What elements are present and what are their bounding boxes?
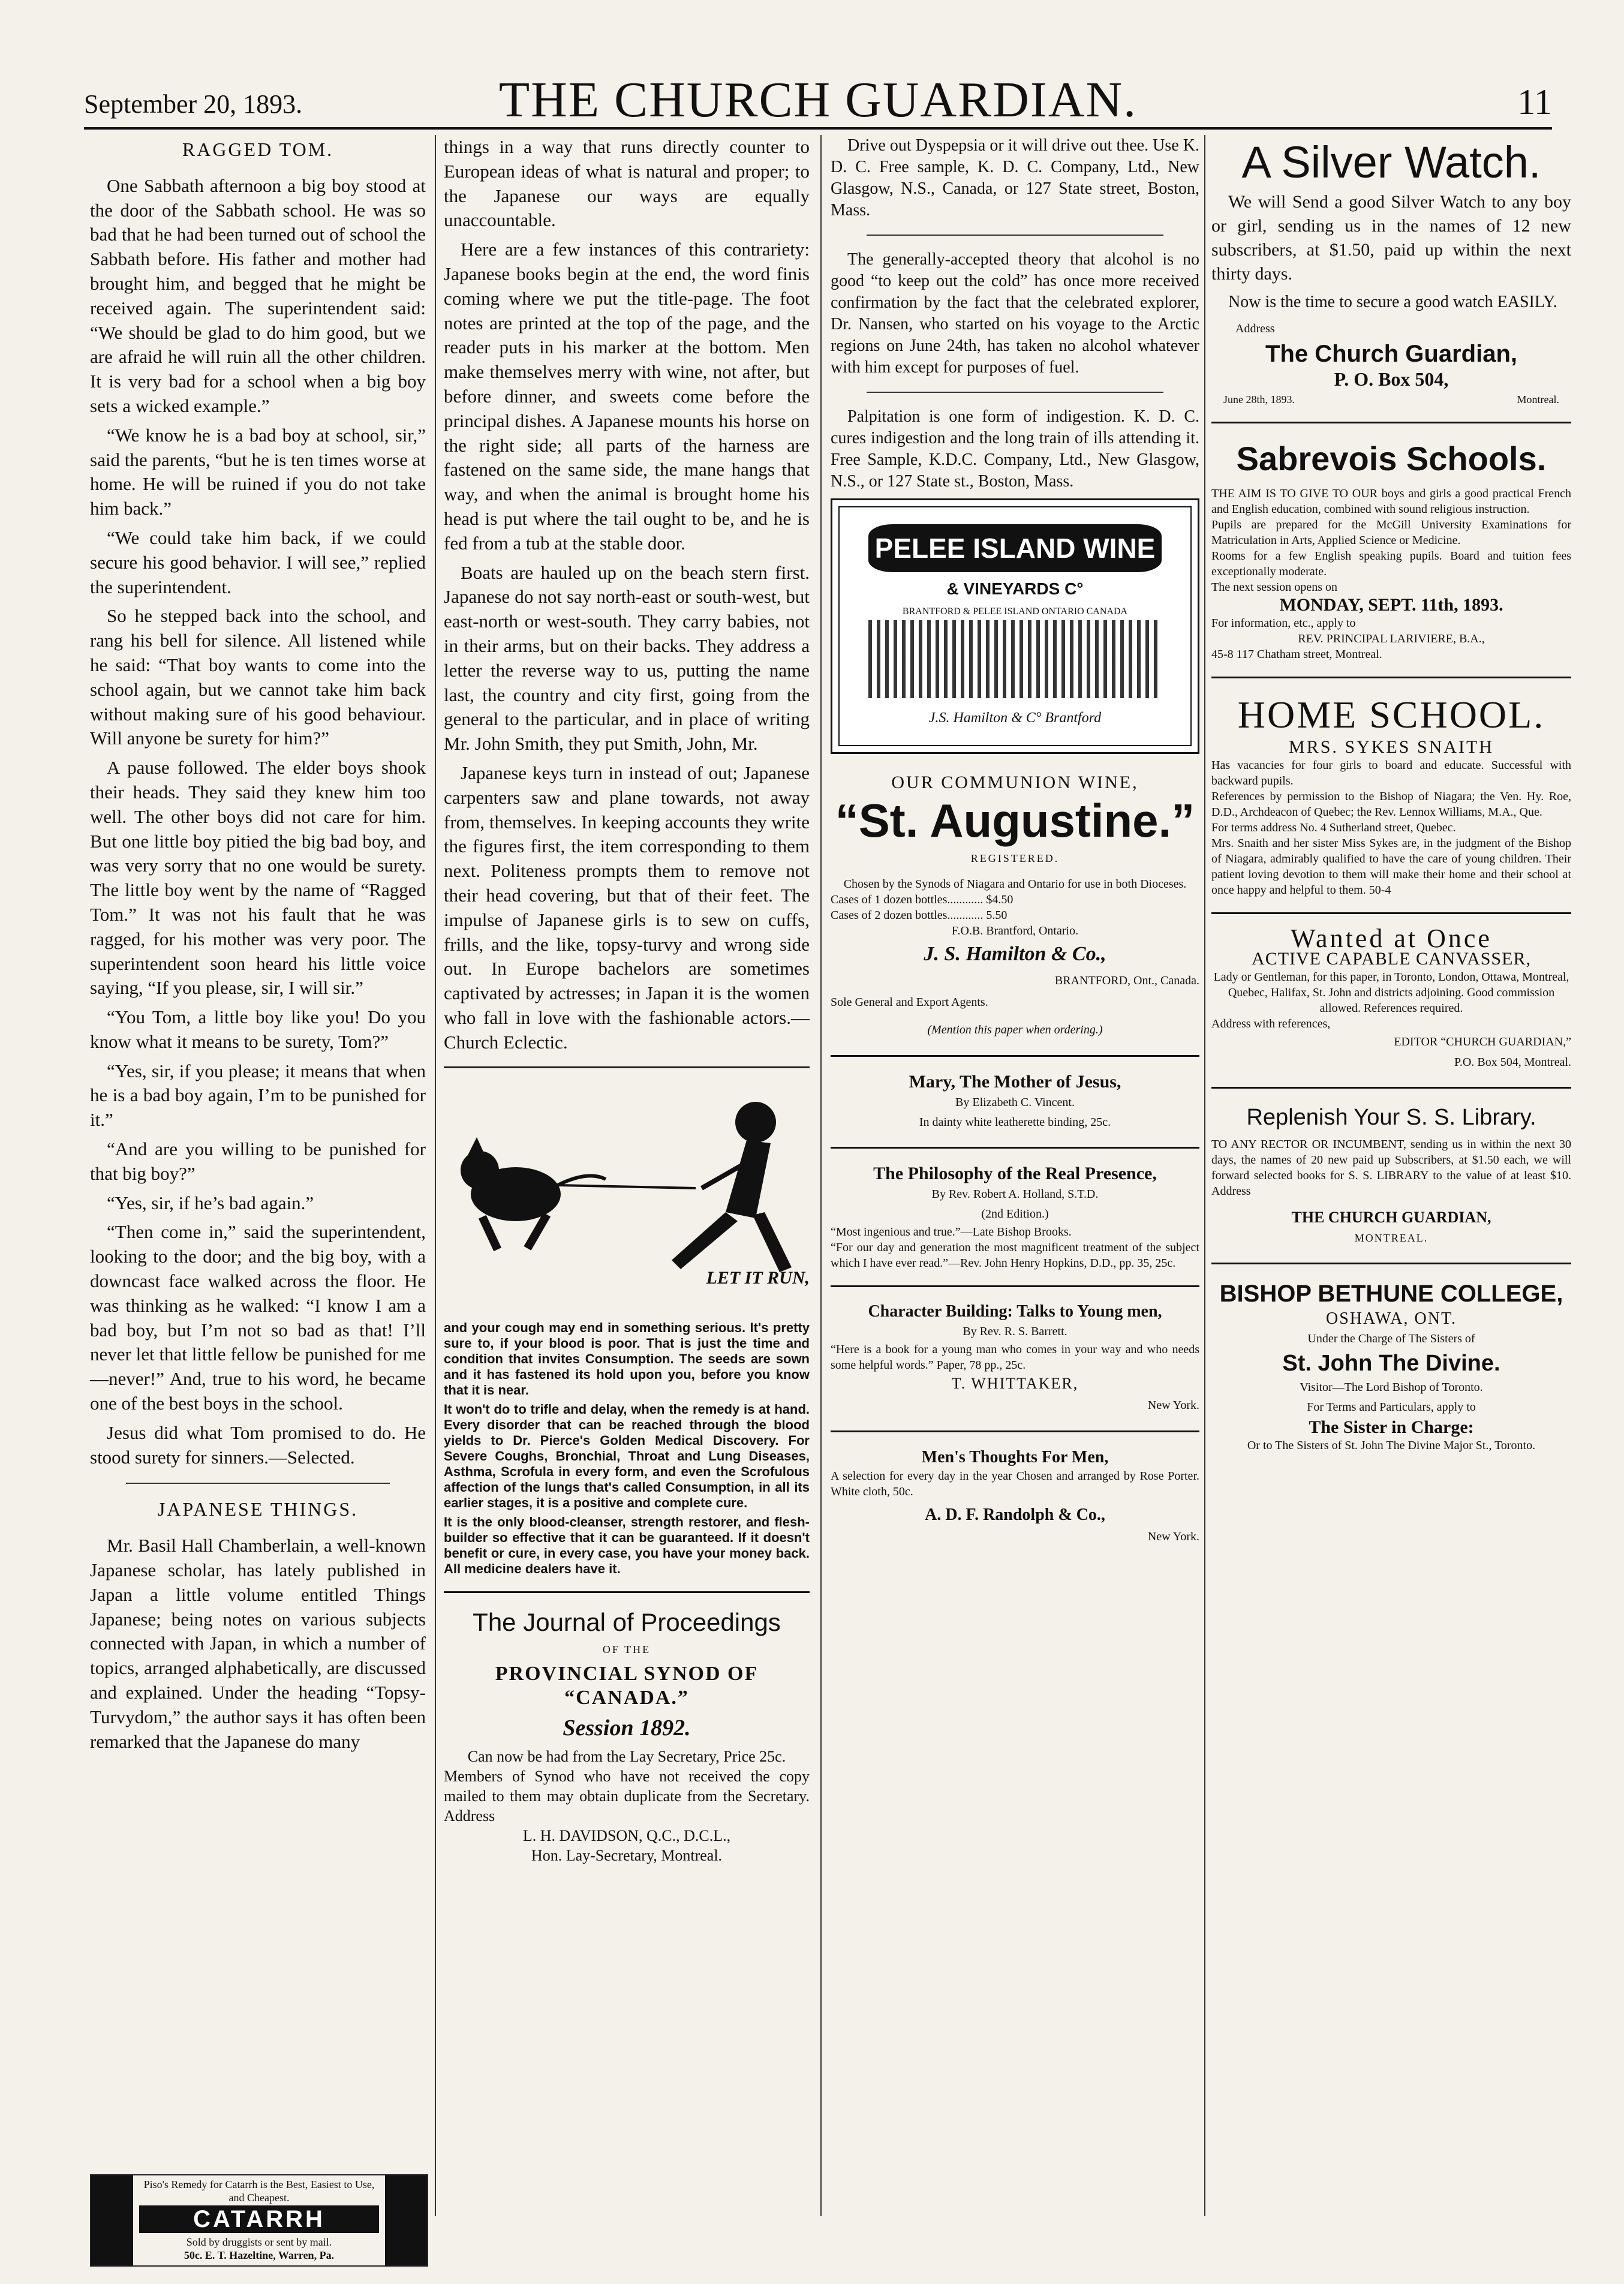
- wine-location: BRANTFORD & PELEE ISLAND ONTARIO CANADA: [902, 606, 1128, 617]
- book-quote: “Here is a book for a young man who comes in your way and who needs some helpful words.” Paper, 78 pp., 25c.: [831, 1343, 1199, 1372]
- article-paragraph: Jesus did what Tom promised to do. He stood surety for sinners.—Selected.: [90, 1422, 426, 1468]
- ad-ornament: [385, 2175, 427, 2265]
- editor: EDITOR “CHURCH GUARDIAN,”: [1394, 1035, 1571, 1048]
- city-text: Montreal.: [1517, 393, 1559, 405]
- article-paragraph: “You Tom, a little boy like you! Do you know what it means to be surety, Tom?”: [90, 1006, 426, 1052]
- publisher-city: New York.: [1147, 1399, 1199, 1412]
- column-divider: [820, 135, 822, 2216]
- hamilton-co: J. S. Hamilton & Co.,: [924, 943, 1106, 965]
- publisher: T. WHITTAKER,: [951, 1375, 1079, 1392]
- article-paragraph: Mr. Basil Hall Chamberlain, a well-known Japanese scholar, has lately published in Japan a little volume entitled Things Japanese; being notes on various subjects connected with Japan, in which a number of topics, arranged alphabetically, are discussed and explained. Under the heading “Topsy-Turvydom,” the author says it has often been remarked that the Japanese do many: [90, 1535, 426, 1752]
- book-title: Mary, The Mother of Jesus,: [909, 1072, 1121, 1092]
- book-quote: “For our day and generation the most magnificent treatment of the subject which I have ever read.”—Rev. John Henry Hopkins, D.D., pp. 35, 25c.: [831, 1241, 1199, 1270]
- article-paragraph: Boats are hauled up on the beach stern first. Japanese do not say north-east or south-west, but east-north or west-south. They carry babies, not in their arms, but on their backs. They address a letter the reverse way to us, putting the name last, the country and city first, going from the general to the particular, and in place of writing Mr. John Smith, they put Smith, John, Mr.: [444, 561, 810, 755]
- st-augustine-title: “St. Augustine.”: [835, 794, 1195, 847]
- dog-illustration: [444, 1066, 810, 1320]
- journal-of-the: OF THE: [602, 1643, 651, 1656]
- sabrevois-text: Pupils are prepared for the McGill University Examinations for Matriculation in Arts, Applied Science or Medicine.: [1211, 518, 1571, 547]
- book-quote: “Most ingenious and true.”—Late Bishop Brooks.: [831, 1225, 1072, 1239]
- ad-text: and your cough may end in something serious. It's pretty sure to, if your blood is poor. That is just the time and condition that invites Consumption. The seeds are sown and it has fastened its hold upon you, before you know that it is near.: [444, 1320, 810, 1398]
- home-school-title: HOME SCHOOL.: [1237, 693, 1545, 736]
- date-line: [1211, 389, 1571, 407]
- article-paragraph: “Yes, sir, if you please; it means that when he is a bad boy again, I’m to be punished for it.”: [90, 1060, 426, 1131]
- book-detail: A selection for every day in the year Chosen and arranged by Rose Porter. White cloth, 50c.: [831, 1469, 1199, 1498]
- agents: Sole General and Export Agents.: [831, 996, 988, 1009]
- ad-rule: [1211, 677, 1571, 678]
- bethune-title: BISHOP BETHUNE COLLEGE,: [1219, 1281, 1563, 1307]
- sabrevois-text: For information, etc., apply to: [1211, 617, 1356, 630]
- pelee-island-wine-label: [831, 498, 1199, 754]
- editor-box: P.O. Box 504, Montreal.: [1454, 1056, 1571, 1069]
- sabrevois-text: Rooms for a few English speaking pupils. Board and tuition fees exceptionally moderate.: [1211, 549, 1571, 578]
- column-4: [1211, 135, 1571, 1453]
- catarrh-brand: CATARRH: [139, 2205, 379, 2233]
- section-divider: [867, 235, 1163, 236]
- ad-ornament: [91, 2175, 133, 2265]
- pierce-ad: [444, 1320, 810, 1577]
- column-3: [831, 135, 1199, 1547]
- ad-rule: [831, 1430, 1199, 1432]
- article-paragraph: “Then come in,” said the superintendent, looking to the door; and the big boy, with a downcast face walked across the floor. He was thinking as he walked: “I know I am a bad boy, but I’m not so bad as that! I’ll never let that little fellow be punished for me—never!” And, true to his word, he became one of the best boys in the school.: [90, 1221, 426, 1414]
- mention-paper: (Mention this paper when ordering.): [927, 1023, 1103, 1036]
- page-number: 11: [1517, 82, 1552, 122]
- ad-headline: LET IT RUN,: [706, 1268, 810, 1288]
- wine-price: Cases of 1 dozen bottles............ $4.50: [831, 893, 1014, 906]
- masthead: [84, 71, 1552, 126]
- silver-watch-title: A Silver Watch.: [1241, 137, 1541, 187]
- section-divider: [867, 392, 1163, 393]
- nansen-item: The generally-accepted theory that alcohol is no good “to keep out the cold” has once more received confirmation by the fact that the celebrated explorer, Dr. Nansen, who started on his voyage to the Arctic regions on June 24th, has taken no alcohol whatever with him except for purposes of fuel.: [831, 250, 1199, 377]
- article-heading-ragged-tom: RAGGED TOM.: [182, 139, 334, 160]
- watch-text: Now is the time to secure a good watch EASILY.: [1228, 293, 1557, 311]
- column-divider: [435, 135, 436, 2216]
- column-divider: [1204, 135, 1205, 2216]
- address-label: Address: [1235, 322, 1275, 335]
- ad-line: Piso's Remedy for Catarrh is the Best, Easiest to Use, and Cheapest.: [143, 2178, 375, 2204]
- column-2: [444, 135, 810, 1865]
- church-guardian: The Church Guardian,: [1265, 341, 1518, 367]
- book-title: Men's Thoughts For Men,: [921, 1448, 1109, 1466]
- session-title: Session 1892.: [563, 1715, 691, 1741]
- terms: For Terms and Particulars, apply to: [1307, 1401, 1476, 1414]
- article-paragraph: Here are a few instances of this contrariety: Japanese books begin at the end, the word finis coming where we put the title-page. The foot notes are printed at the top of the page, and the reader puts in his marker at the bottom. Men make themselves merry with wine, not after, but before dinner, and sweets come before the principal dishes. A Japanese mounts his horse on the right side; all parts of the harness are fastened on the same side, the mane hangs that way, and when the animal is brought home his head is put where the tail ought to be, and he is fed from a tub at the stable door.: [444, 239, 810, 554]
- journal-title: The Journal of Proceedings: [473, 1608, 781, 1637]
- column-1: [90, 135, 426, 1759]
- book-author: By Elizabeth C. Vincent.: [955, 1096, 1075, 1109]
- sabrevois-text: THE AIM IS TO GIVE TO OUR boys and girls a good practical French and English education, combined with sound religious instruction.: [1211, 487, 1571, 516]
- journal-text: Members of Synod who have not received the copy mailed to them may obtain duplicate from the Secretary. Address: [444, 1768, 810, 1825]
- po-box: P. O. Box 504,: [1334, 368, 1449, 390]
- ad-rule: [1211, 912, 1571, 914]
- book-detail: (2nd Edition.): [981, 1207, 1049, 1221]
- article-paragraph: Japanese keys turn in instead of out; Japanese carpenters saw and plane towards, not away from, themselves. In keeping accounts they write the figures first, the item corresponding to them next. Politeness prompts them to remove not their head covering, but that of their feet. The impulse of Japanese girls is to sew on cuffs, frills, and the like, topsy-turvy and wrong side out. In Europe bachelors are sometimes captivated by actresses; in Japan it is the women who fall in love with the fashionable actors.—Church Eclectic.: [444, 762, 810, 1053]
- watch-text: We will Send a good Silver Watch to any boy or girl, sending us in the names of 12 new subscribers, at $1.50, paid up within the next thirty days.: [1211, 192, 1571, 284]
- home-text: Mrs. Snaith and her sister Miss Sykes are, in the judgment of the Bishop of Niagara, admirably qualified to have the care of young children. Their patient loving devotion to them will make their home and their school at once happy and helpful to them. 50-4: [1211, 837, 1571, 897]
- sabrevois-date: MONDAY, SEPT. 11th, 1893.: [1279, 595, 1503, 615]
- header-rule: [84, 127, 1552, 130]
- home-text: For terms address No. 4 Sutherland street, Quebec.: [1211, 821, 1456, 834]
- newspaper-title: THE CHURCH GUARDIAN.: [498, 72, 1138, 128]
- montreal-2: MONTREAL.: [1354, 1232, 1428, 1244]
- issue-date: September 20, 1893.: [84, 89, 303, 119]
- ad-text: It won't do to trifle and delay, when the remedy is at hand. Every disorder that can be reached through the blood yields to Dr. Pierce's Golden Medical Discovery. For Severe Coughs, Bronchial, Throat and Lung Diseases, Asthma, Scrofula in every form, and even the Scrofulous affection of the lungs that's called Consumption, in all its earlier stages, it is a positive and complete cure.: [444, 1402, 810, 1511]
- wine-price: Cases of 2 dozen bottles............ 5.50: [831, 909, 1008, 922]
- ad-rule: [831, 1055, 1199, 1057]
- sabrevois-text: The next session opens on: [1211, 581, 1337, 594]
- book-title: The Philosophy of the Real Presence,: [873, 1164, 1157, 1183]
- ad-line: 50c. E. T. Hazeltine, Warren, Pa.: [184, 2249, 335, 2261]
- under-charge: Under the Charge of The Sisters of: [1307, 1332, 1475, 1345]
- article-paragraph: “And are you willing to be punished for that big boy?”: [90, 1138, 426, 1184]
- hamilton-city: BRANTFORD, Ont., Canada.: [1054, 974, 1199, 987]
- home-school-name: MRS. SYKES SNAITH: [1289, 737, 1494, 757]
- sabrevois-rev: REV. PRINCIPAL LARIVIERE, B.A.,: [1298, 632, 1485, 645]
- fob: F.O.B. Brantford, Ontario.: [951, 924, 1079, 937]
- article-paragraph: One Sabbath afternoon a big boy stood at the door of the Sabbath school. He was so bad that he had been turned out of school the Sabbath before. His father and mother had brought him, and begged that he might be received again. The superintendent said: “We should be glad to do him good, but we are afraid he will ruin all the other children. It is very bad for a school when a big boy sets a wicked example.”: [90, 175, 426, 416]
- wanted-title: Wanted at Once: [1291, 924, 1492, 953]
- vineyard-engraving: [868, 620, 1162, 698]
- ad-rule: [1211, 1087, 1571, 1089]
- communion-wine: OUR COMMUNION WINE,: [891, 773, 1139, 792]
- wine-text: Chosen by the Synods of Niagara and Ontario for use in both Dioceses.: [843, 877, 1187, 891]
- wanted-address: Address with references,: [1211, 1017, 1331, 1030]
- oshawa: OSHAWA, ONT.: [1325, 1309, 1457, 1328]
- publisher: A. D. F. Randolph & Co.,: [925, 1505, 1105, 1524]
- synod-title: PROVINCIAL SYNOD OF “CANADA.”: [495, 1663, 759, 1709]
- kdc-ad: Palpitation is one form of indigestion. K. D. C. cures indigestion and the long train of ills attending it. Free Sample, K.D.C. Company, Ltd., New Glasgow, N.S., or 127 State st., Boston, Mass.: [831, 407, 1199, 491]
- article-paragraph: “Yes, sir, if he’s bad again.”: [107, 1192, 314, 1213]
- replenish-text: TO ANY RECTOR OR INCUMBENT, sending us in within the next 30 days, the names of 20 new paid up Subscribers, at $1.50 each, we will forward selected books for S. S. LIBRARY to the value of at least $10. Address: [1211, 1138, 1571, 1198]
- st-john-title: St. John The Divine.: [1282, 1351, 1500, 1376]
- sister-text: Or to The Sisters of St. John The Divine Major St., Toronto.: [1247, 1439, 1536, 1452]
- publisher-city: New York.: [1147, 1530, 1199, 1543]
- wine-brand: PELEE ISLAND WINE: [868, 524, 1162, 572]
- journal-text: Can now be had from the Lay Secretary, Price 25c.: [467, 1748, 786, 1766]
- article-paragraph: things in a way that runs directly counter to European ideas of what is natural and proper; to the Japanese our ways are equally unaccountable.: [444, 136, 810, 231]
- sabrevois-address: 45-8 117 Chatham street, Montreal.: [1211, 648, 1382, 661]
- ad-text: It is the only blood-cleanser, strength restorer, and flesh-builder so effective that it can be guaranteed. If it doesn't benefit or cure, in every case, you have your money back. All medicine dealers have it.: [444, 1514, 810, 1577]
- catarrh-ad: [90, 2174, 428, 2267]
- ad-rule: [831, 1285, 1199, 1287]
- article-paragraph: “We know he is a bad boy at school, sir,” said the parents, “but he is ten times worse at home. He will be ruined if you do not take him back.”: [90, 424, 426, 519]
- article-paragraph: A pause followed. The elder boys shook their heads. They said they knew him too well. The other boys did not care for him. But one little boy pitied the big bad boy, and was very sorry that no one would be surety. The little boy went by the name of “Ragged Tom.” It was not his fault that he was ragged, for his mother was very poor. The superintendent soon heard his little voice saying, “If you please, sir, I will sir.”: [90, 757, 426, 999]
- sister-in-charge: The Sister in Charge:: [1309, 1417, 1474, 1437]
- article-paragraph: So he stepped back into the school, and rang his bell for silence. All listened while he said: “That boy wants to come into the school again, but we cannot take him back without making sure of his good behaviour. Will anyone be surety for him?”: [90, 605, 426, 749]
- ad-rule: [1211, 422, 1571, 423]
- sabrevois-title: Sabrevois Schools.: [1236, 440, 1547, 477]
- article-paragraph: “We could take him back, if we could secure his good behavior. I will see,” replied the superintendent.: [90, 527, 426, 597]
- wanted-canvasser: ACTIVE CAPABLE CANVASSER,: [1252, 949, 1531, 969]
- ad-line: Sold by druggists or sent by mail.: [186, 2236, 332, 2248]
- date-text: June 28th, 1893.: [1223, 393, 1295, 405]
- ad-rule: [444, 1591, 810, 1593]
- ad-rule: [831, 1147, 1199, 1149]
- journal-address: L. H. DAVIDSON, Q.C., D.C.L.,: [522, 1827, 731, 1845]
- book-author: By Rev. R. S. Barrett.: [963, 1325, 1067, 1338]
- section-divider: [126, 1483, 390, 1484]
- home-text: References by permission to the Bishop of Niagara; the Ven. Hy. Roe, D.D., Archdeacon of Quebec; the Rev. Lennox Williams, M.A., Que.: [1211, 790, 1571, 819]
- visitor: Visitor—The Lord Bishop of Toronto.: [1300, 1381, 1483, 1394]
- home-text: Has vacancies for four girls to board and educate. Successful with backward pupils.: [1211, 759, 1571, 788]
- wine-maker: J.S. Hamilton & C° Brantford: [928, 710, 1102, 726]
- journal-address: Hon. Lay-Secretary, Montreal.: [531, 1847, 723, 1865]
- kdc-ad: Drive out Dyspepsia or it will drive out thee. Use K. D. C. Free sample, K. D. C. Company, Ltd., New Glasgow, N.S., Canada, or 127 State street, Boston, Mass.: [831, 136, 1199, 220]
- wanted-text: Lady or Gentleman, for this paper, in Toronto, London, Ottawa, Montreal, Quebec, Halifax, St. John and districts adjoining. Good commission allowed. References required.: [1213, 970, 1569, 1015]
- registered: REGISTERED.: [970, 852, 1060, 864]
- book-detail: In dainty white leatherette binding, 25c.: [919, 1116, 1111, 1129]
- book-title: Character Building: Talks to Young men,: [868, 1302, 1162, 1321]
- wine-company: & VINEYARDS C°: [946, 579, 1084, 598]
- ad-rule: [1211, 1263, 1571, 1264]
- book-author: By Rev. Robert A. Holland, S.T.D.: [931, 1188, 1099, 1201]
- church-guardian-2: THE CHURCH GUARDIAN,: [1291, 1209, 1491, 1226]
- article-heading-japanese-things: JAPANESE THINGS.: [157, 1498, 359, 1520]
- replenish-title: Replenish Your S. S. Library.: [1246, 1105, 1536, 1130]
